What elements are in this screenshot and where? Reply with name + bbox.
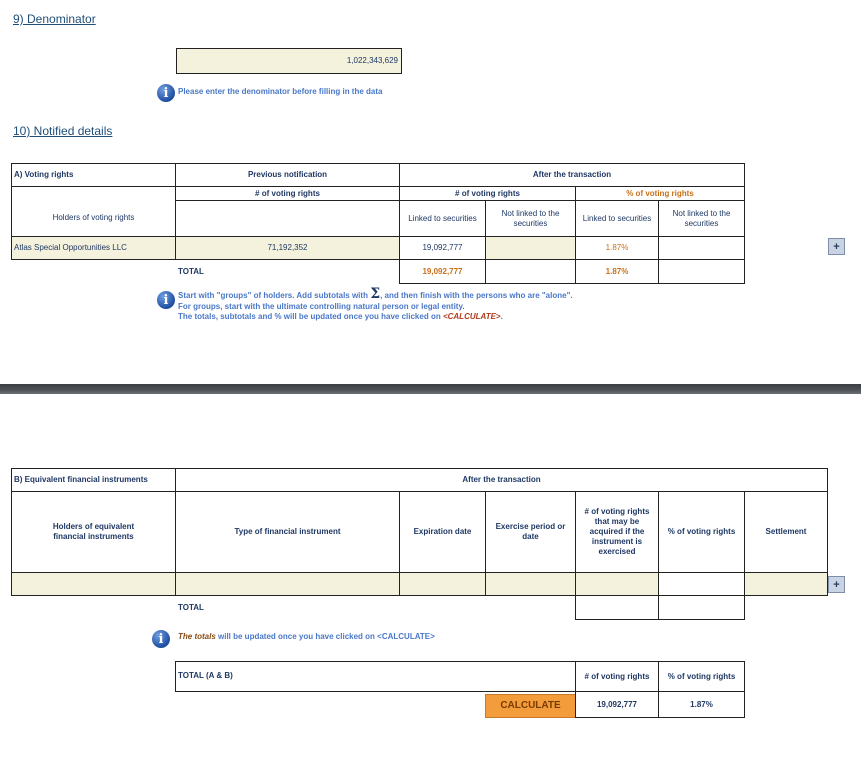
- table-b-title: B) Equivalent financial instruments: [11, 468, 176, 492]
- total-ab-label: TOTAL (A & B): [175, 661, 576, 692]
- not-linked-header: Not linked to the securities: [485, 200, 576, 237]
- table-a-note: Start with "groups" of holders. Add subtotals with Σ, and then finish with the persons who are "alone". For groups, start with the ultimate controlling natural person or legal entity. The totals, subtotals and % will be updated once you have clicked on <CALCULATE>.: [178, 286, 573, 321]
- expiration-date-header: Expiration date: [399, 491, 486, 573]
- table-b-note: The totals will be updated once you have clicked on <CALCULATE>: [178, 632, 435, 641]
- blank-cell: [11, 186, 176, 201]
- denominator-note: Please enter the denominator before filling in the data: [178, 87, 383, 96]
- table-a-total-label: TOTAL: [178, 267, 204, 276]
- pct-not-linked-value-cell: [658, 236, 745, 260]
- holder-input-b[interactable]: [11, 572, 176, 596]
- table-b-total-label: TOTAL: [178, 603, 204, 612]
- table-a-total-not-linked: [485, 259, 576, 284]
- info-icon: i: [157, 84, 175, 102]
- sigma-icon: Σ: [370, 286, 381, 302]
- total-ab-num-value: 19,092,777: [575, 691, 659, 718]
- section-10-title: 10) Notified details: [13, 124, 113, 138]
- previous-notification-header: Previous notification: [175, 163, 400, 187]
- add-row-button-a[interactable]: +: [828, 238, 845, 255]
- total-ab-num-header: # of voting rights: [575, 661, 659, 692]
- add-row-button-b[interactable]: +: [828, 576, 845, 593]
- settlement-header: Settlement: [744, 491, 828, 573]
- after-transaction-header: After the transaction: [399, 163, 745, 187]
- num-voting-rights-header: # of voting rights: [175, 186, 400, 201]
- pct-voting-rights-b-header: % of voting rights: [658, 491, 745, 573]
- table-b-total-num: [575, 595, 659, 620]
- previous-value-cell[interactable]: 71,192,352: [175, 236, 400, 260]
- linked-header: Linked to securities: [399, 200, 486, 237]
- denominator-input[interactable]: 1,022,343,629: [176, 48, 402, 74]
- pct-not-linked-header: Not linked to the securities: [658, 200, 745, 237]
- exercise-input-b[interactable]: [485, 572, 576, 596]
- holders-voting-rights-header: Holders of voting rights: [11, 200, 176, 237]
- type-input-b[interactable]: [175, 572, 400, 596]
- calculate-button[interactable]: CALCULATE: [485, 694, 576, 718]
- pct-linked-header: Linked to securities: [575, 200, 659, 237]
- exercise-period-header: Exercise period or date: [485, 491, 576, 573]
- holders-equivalent-header: Holders of equivalent financial instruments: [11, 491, 176, 573]
- info-icon: i: [157, 291, 175, 309]
- expiration-input-b[interactable]: [399, 572, 486, 596]
- total-ab-pct-value: 1.87%: [658, 691, 745, 718]
- num-voting-rights-after-header: # of voting rights: [399, 186, 576, 201]
- table-b-after-header: After the transaction: [175, 468, 828, 492]
- table-a-total-linked: 19,092,777: [399, 259, 486, 284]
- section-9-title: 9) Denominator: [13, 12, 96, 26]
- table-a-total-pct-not-linked: [658, 259, 745, 284]
- settlement-input-b[interactable]: [744, 572, 828, 596]
- section-divider: [0, 384, 861, 394]
- num-acquired-header: # of voting rights that may be acquired if the instrument is exercised: [575, 491, 659, 573]
- table-a-total-pct: 1.87%: [575, 259, 659, 284]
- linked-value-cell: 19,092,777: [399, 236, 486, 260]
- info-icon: i: [152, 630, 170, 648]
- total-ab-pct-header: % of voting rights: [658, 661, 745, 692]
- holder-name-cell[interactable]: Atlas Special Opportunities LLC: [11, 236, 176, 260]
- not-linked-value-cell[interactable]: [485, 236, 576, 260]
- pct-linked-value-cell: 1.87%: [575, 236, 659, 260]
- blank-cell: [175, 200, 400, 237]
- type-instrument-header: Type of financial instrument: [175, 491, 400, 573]
- table-a-title: A) Voting rights: [11, 163, 176, 187]
- table-b-total-pct: [658, 595, 745, 620]
- pct-b-cell: [658, 572, 745, 596]
- num-acquired-input-b[interactable]: [575, 572, 659, 596]
- pct-voting-rights-header: % of voting rights: [575, 186, 745, 201]
